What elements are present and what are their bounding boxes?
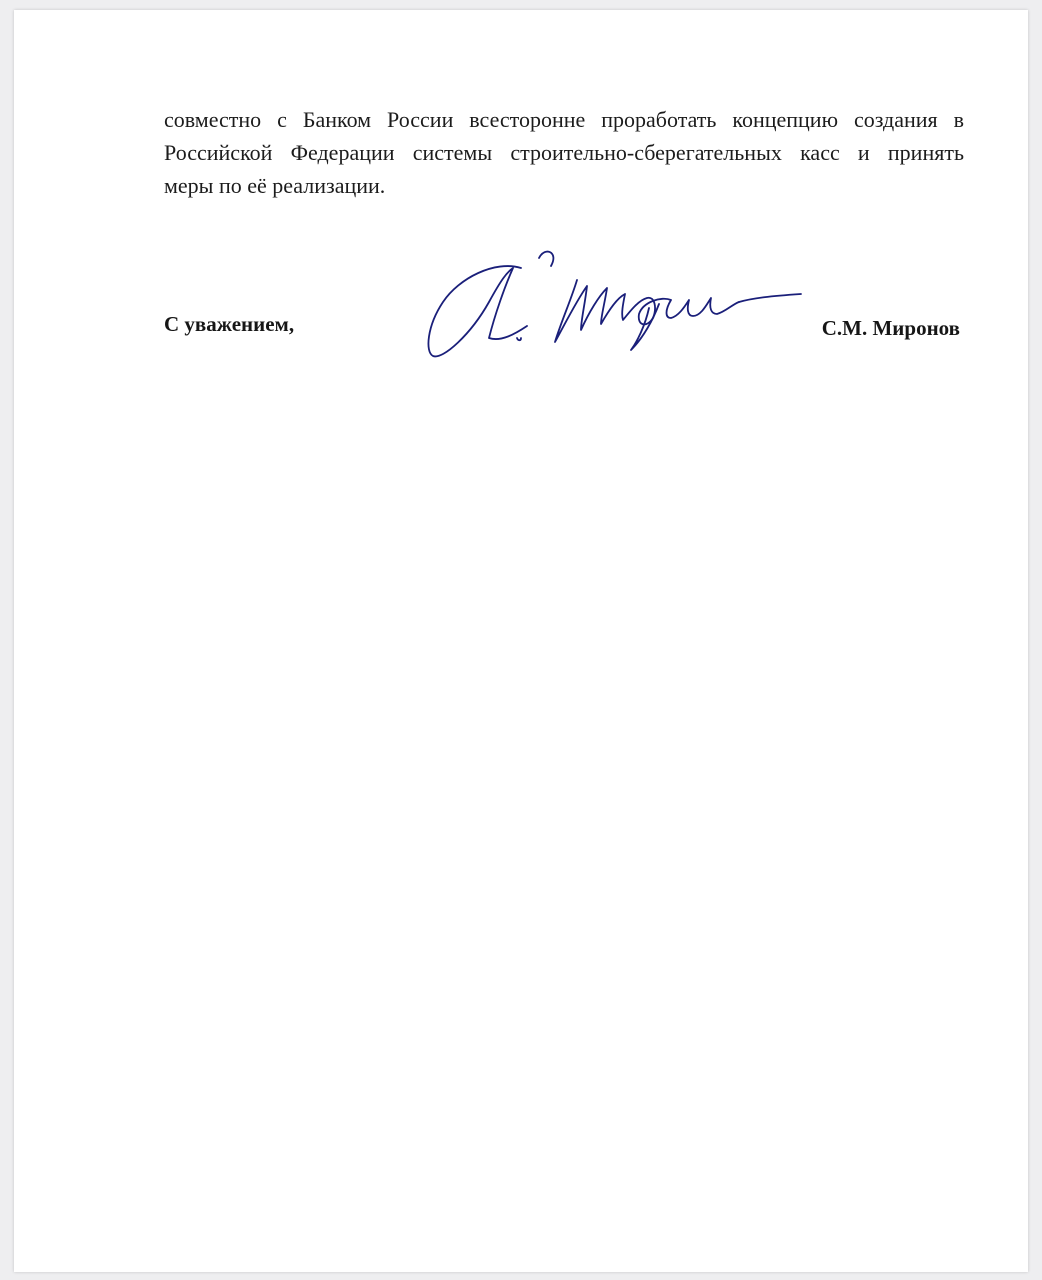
handwritten-signature	[409, 238, 809, 358]
paragraph-line-2: Российской Федерации системы строительно-сберегательных касс и принять	[164, 140, 964, 165]
signer-name: С.М. Миронов	[821, 316, 960, 340]
closing-phrase: С уважением,	[164, 312, 295, 336]
body-paragraph	[164, 103, 964, 202]
paragraph-line-1: совместно с Банком России всесторонне проработать концепцию создания в	[164, 107, 964, 132]
paragraph-line-3: меры по её реализации.	[164, 173, 386, 198]
document-page	[14, 10, 1028, 1272]
